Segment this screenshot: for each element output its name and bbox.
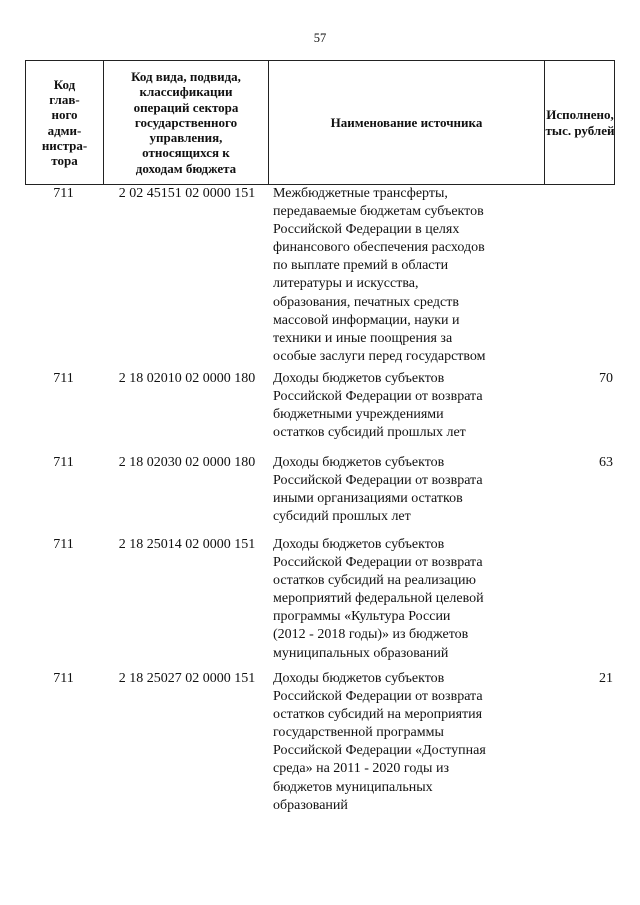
table-row: [25, 454, 615, 536]
income-sources-table: [25, 60, 615, 820]
type-code-cell: 2 02 45151 02 0000 151: [118, 186, 256, 201]
admin-code-cell: 711: [53, 537, 74, 552]
header-executed: Исполнено, тыс. рублей: [544, 61, 615, 184]
table-header: [25, 60, 615, 185]
table-row: [25, 185, 615, 370]
source-name-cell: Доходы бюджетов субъектов Российской Федерации от возврата бюджетными учреждениями остатков субсидий прошлых лет: [273, 371, 483, 441]
type-code-cell: 2 18 02010 02 0000 180: [118, 371, 256, 386]
header-source-name: Наименование источника: [268, 61, 544, 184]
table-row: [25, 670, 615, 820]
source-name-cell: Доходы бюджетов субъектов Российской Федерации от возврата иными организациями остатков субсидий прошлых лет: [273, 455, 483, 525]
amount-cell: 63: [599, 455, 613, 470]
type-code-cell: 2 18 25027 02 0000 151: [118, 671, 256, 686]
source-name-cell: Межбюджетные трансферты, передаваемые бюджетам субъектов Российской Федерации в целях финансового обеспечения расходов по выплате премий в области литературы и искусства, образования, печатных средств массовой информации, науки и техники и иные поощрения за особые заслуги перед государством: [273, 186, 486, 364]
amount-cell: 21: [599, 671, 613, 686]
table-row: [25, 536, 615, 670]
admin-code-cell: 711: [53, 671, 74, 686]
admin-code-cell: 711: [53, 186, 74, 201]
type-code-cell: 2 18 25014 02 0000 151: [118, 537, 256, 552]
source-name-cell: Доходы бюджетов субъектов Российской Федерации от возврата остатков субсидий на мероприятия государственной программы Российской Федерации «Доступная среда» на 2011 - 2020 годы из бюджетов муниципальных образований: [273, 671, 486, 813]
type-code-cell: 2 18 02030 02 0000 180: [118, 455, 256, 470]
header-type-code: Код вида, подвида, классификации операций сектора государственного управления, относящихся к доходам бюджета: [103, 61, 268, 184]
table-row: [25, 370, 615, 454]
amount-cell: 70: [599, 371, 613, 386]
header-admin-code: Код глав- ного адми- нистра- тора: [41, 76, 88, 169]
page-number: 57: [313, 31, 327, 45]
source-name-cell: Доходы бюджетов субъектов Российской Федерации от возврата остатков субсидий на реализацию мероприятий федеральной целевой программы «Культура России (2012 - 2018 годы)» из бюджетов муниципальных образований: [273, 537, 484, 661]
admin-code-cell: 711: [53, 455, 74, 470]
admin-code-cell: 711: [53, 371, 74, 386]
